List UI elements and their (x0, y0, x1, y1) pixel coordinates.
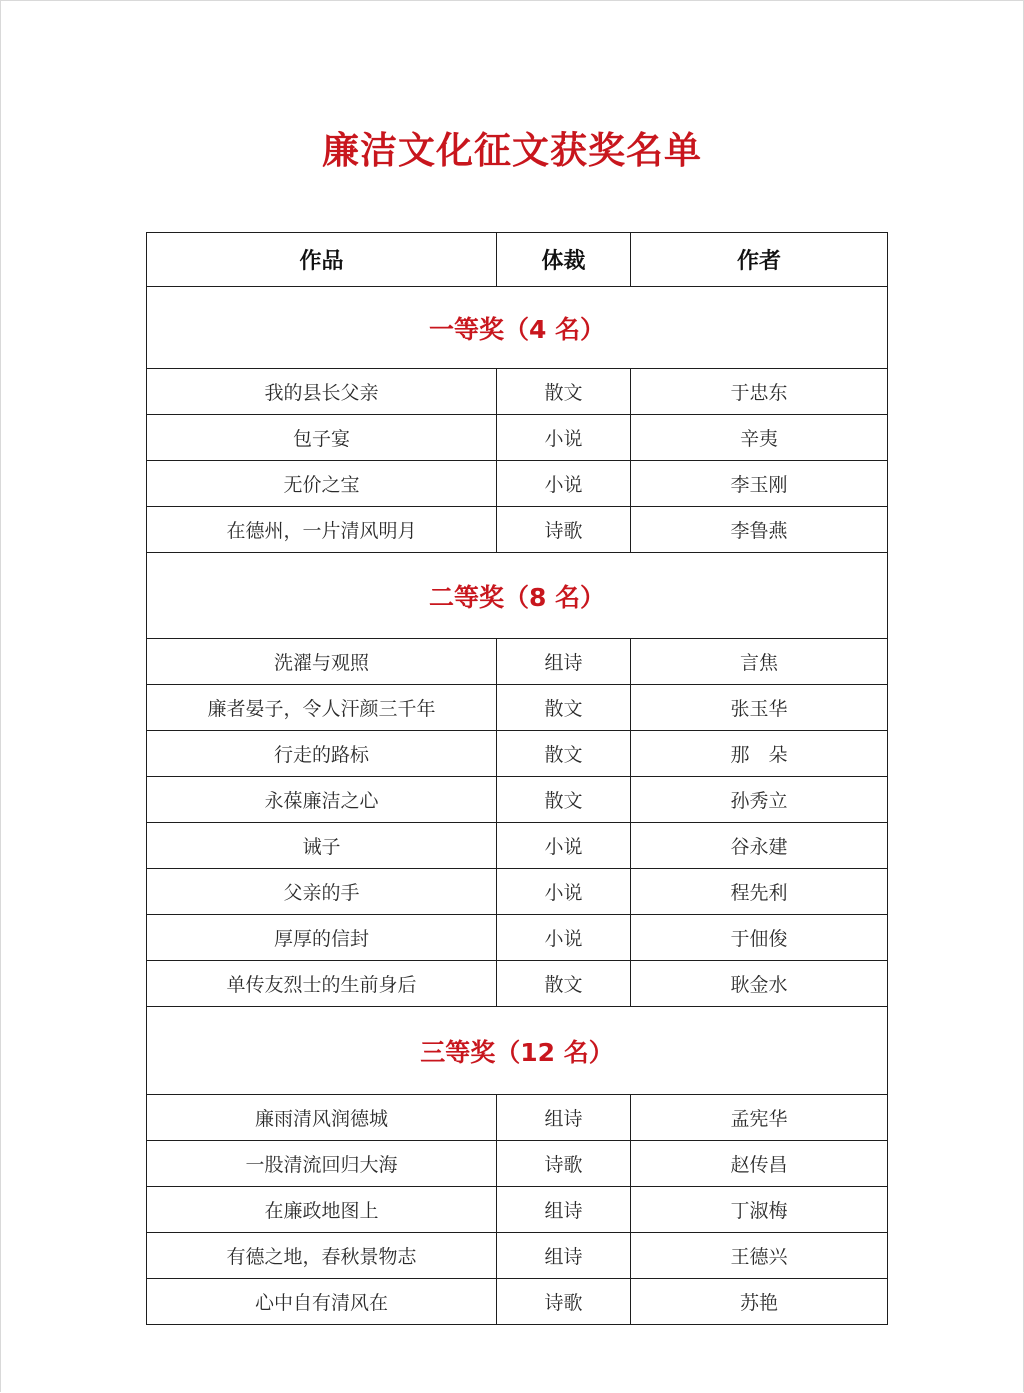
cell-author: 那 朵 (631, 731, 888, 777)
award-section-row (147, 287, 888, 369)
cell-work: 廉雨清风润德城 (147, 1095, 497, 1141)
table-row (147, 869, 888, 915)
cell-author: 言焦 (631, 639, 888, 685)
cell-work: 父亲的手 (147, 869, 497, 915)
cell-author: 张玉华 (631, 685, 888, 731)
cell-work: 在廉政地图上 (147, 1187, 497, 1233)
award-section-heading: 二等奖（8 名） (147, 553, 888, 639)
cell-work: 洗濯与观照 (147, 639, 497, 685)
cell-work: 诫子 (147, 823, 497, 869)
cell-author: 于忠东 (631, 369, 888, 415)
table-row (147, 777, 888, 823)
cell-genre: 组诗 (497, 1187, 631, 1233)
cell-genre: 散文 (497, 731, 631, 777)
cell-genre: 诗歌 (497, 1279, 631, 1325)
table-row (147, 461, 888, 507)
cell-author: 程先利 (631, 869, 888, 915)
cell-genre: 诗歌 (497, 507, 631, 553)
cell-work: 我的县长父亲 (147, 369, 497, 415)
table-row (147, 415, 888, 461)
cell-genre: 小说 (497, 415, 631, 461)
column-header-author: 作者 (631, 233, 888, 287)
cell-genre: 小说 (497, 461, 631, 507)
cell-work: 包子宴 (147, 415, 497, 461)
cell-genre: 小说 (497, 823, 631, 869)
table-row (147, 1187, 888, 1233)
column-header-genre: 体裁 (497, 233, 631, 287)
table-row (147, 1095, 888, 1141)
cell-work: 有德之地，春秋景物志 (147, 1233, 497, 1279)
table-row (147, 369, 888, 415)
cell-author: 王德兴 (631, 1233, 888, 1279)
cell-author: 苏艳 (631, 1279, 888, 1325)
cell-author: 孙秀立 (631, 777, 888, 823)
cell-work: 厚厚的信封 (147, 915, 497, 961)
cell-author: 赵传昌 (631, 1141, 888, 1187)
table-row (147, 685, 888, 731)
award-table (146, 232, 888, 1325)
cell-work: 一股清流回归大海 (147, 1141, 497, 1187)
cell-author: 耿金水 (631, 961, 888, 1007)
table-row (147, 639, 888, 685)
award-section-heading: 三等奖（12 名） (147, 1007, 888, 1095)
table-row (147, 915, 888, 961)
table-row (147, 507, 888, 553)
cell-author: 李玉刚 (631, 461, 888, 507)
cell-work: 心中自有清风在 (147, 1279, 497, 1325)
award-section-row (147, 1007, 888, 1095)
cell-work: 永葆廉洁之心 (147, 777, 497, 823)
cell-author: 李鲁燕 (631, 507, 888, 553)
cell-genre: 组诗 (497, 639, 631, 685)
table-row (147, 1233, 888, 1279)
cell-genre: 散文 (497, 961, 631, 1007)
table-row (147, 731, 888, 777)
page-title: 廉洁文化征文获奖名单 (322, 129, 702, 172)
cell-genre: 散文 (497, 369, 631, 415)
cell-author: 谷永建 (631, 823, 888, 869)
table-row (147, 961, 888, 1007)
table-row (147, 823, 888, 869)
table-row (147, 1279, 888, 1325)
cell-genre: 散文 (497, 777, 631, 823)
cell-work: 无价之宝 (147, 461, 497, 507)
cell-genre: 小说 (497, 915, 631, 961)
cell-author: 辛夷 (631, 415, 888, 461)
cell-work: 廉者晏子，令人汗颜三千年 (147, 685, 497, 731)
cell-genre: 小说 (497, 869, 631, 915)
award-section-row (147, 553, 888, 639)
table-header-row (147, 233, 888, 287)
column-header-work: 作品 (147, 233, 497, 287)
cell-work: 行走的路标 (147, 731, 497, 777)
cell-work: 单传友烈士的生前身后 (147, 961, 497, 1007)
cell-genre: 散文 (497, 685, 631, 731)
cell-author: 丁淑梅 (631, 1187, 888, 1233)
cell-genre: 组诗 (497, 1095, 631, 1141)
cell-genre: 诗歌 (497, 1141, 631, 1187)
cell-author: 于佃俊 (631, 915, 888, 961)
cell-work: 在德州，一片清风明月 (147, 507, 497, 553)
table-row (147, 1141, 888, 1187)
cell-author: 孟宪华 (631, 1095, 888, 1141)
cell-genre: 组诗 (497, 1233, 631, 1279)
award-section-heading: 一等奖（4 名） (147, 287, 888, 369)
